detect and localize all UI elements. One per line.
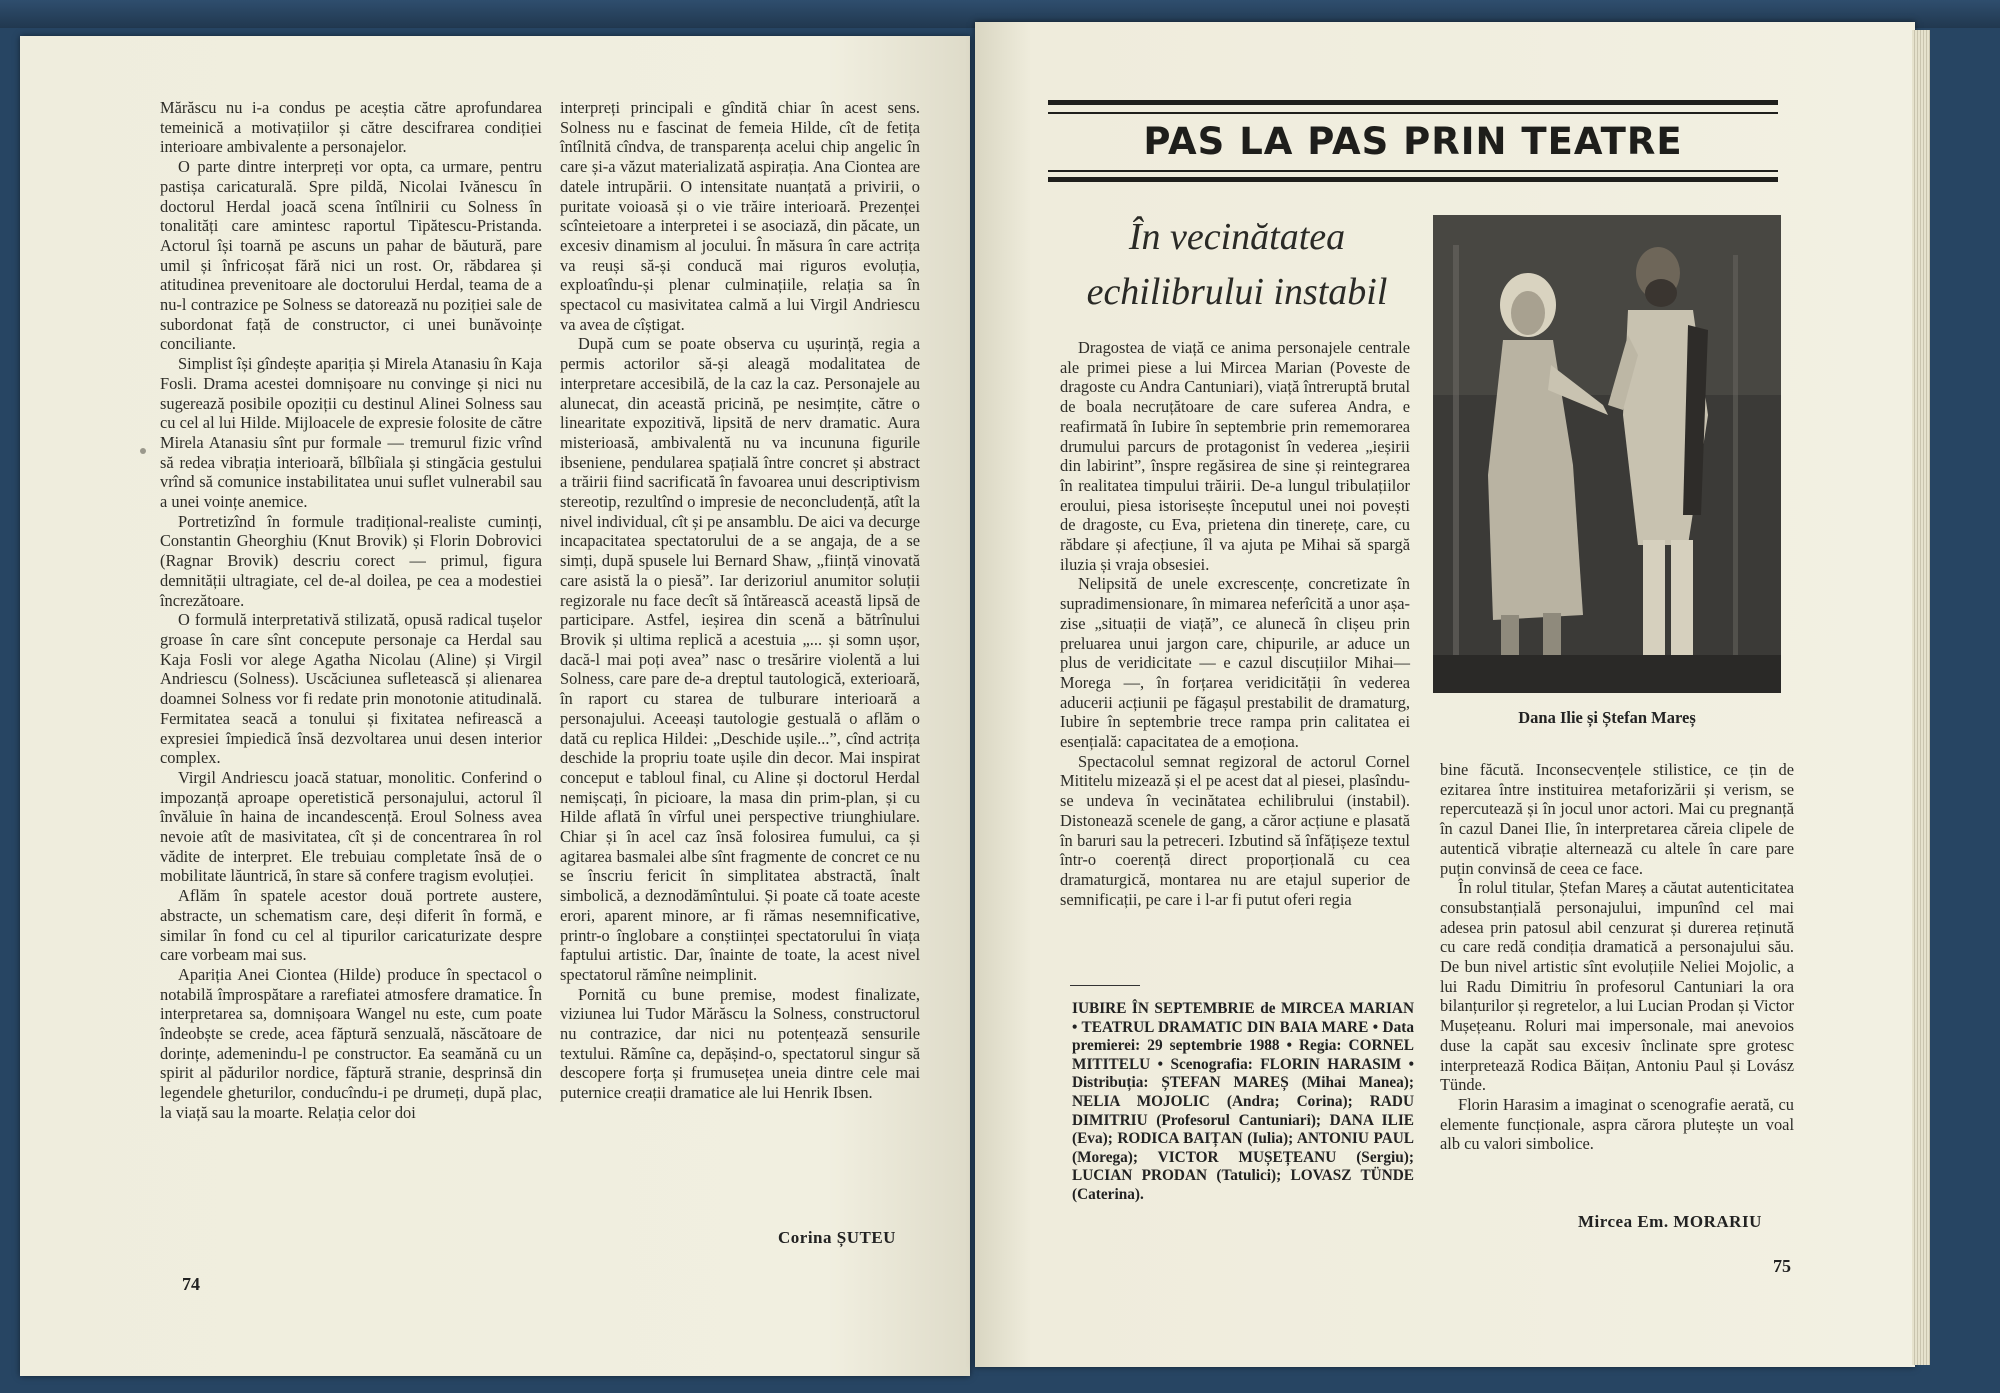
right-column-2: [1440, 760, 1794, 1154]
paragraph: Florin Harasim a imaginat o scenografie aerată, cu elemente funcționale, aspra cărora plutește un voal alb cu valori simbolice.: [1440, 1094, 1794, 1154]
section-heading: PAS LA PAS PRIN TEATRE: [1143, 120, 1683, 163]
paragraph: Portretizînd în formule tradițional-realiste cuminți, Constantin Gheorghiu (Knut Brovik) și Florin Dobrovici (Ragnar Brovik) descriu corect — primul, figura demnității ultragiate, cel de-al doilea, pe cea a modestiei încrezătoare.: [160, 511, 542, 610]
page-number: 75: [1773, 1256, 1791, 1276]
author-signature: Mircea Em. MORARIU: [1578, 1212, 1762, 1231]
paragraph: În rolul titular, Ștefan Mareș a căutat autenticitatea consubstanțială personajului, impunînd cel mai adesea prin patosul abil cenzurat și durerea reținută cu care redă condiția dramatică a personajului său. De bun nivel artistic sînt evoluțiile Neliei Mojolic, a lui Radu Dimitriu în profesorul Cantuniari la ora bilanțurilor și regretelor, a lui Lucian Prodan și Victor Mușețeanu. Roluri mai impersonale, mai anevoios duse la capăt sau excesiv înclinate spre grotesc interpretează Rodica Băițan, Antoniu Paul și Lovász Tünde.: [1440, 878, 1794, 1095]
paragraph: După cum se poate observa cu ușurință, regia a permis actorilor să-și aleagă modalitatea de interpretare accesibilă, de la caz la caz. Personajele au alunecat, din această pricină, pe nesimțite, către o linearitate expozitivă, lipsită de nerv dramatic. Aura misterioasă, ambivalentă nu va incununa figurile ibseniene, pendularea spațială între concret și abstract a trăirii fiind sacrificată în favoarea unui descriptivism stereotip, rezultînd o impresie de neconcludență, atît la nivel individual, cît și pe ansamblu. De aici va decurge incapacitatea spectatorului de a se angaja, de a se simți, după spusele lui Bernard Shaw, „ființă vinovată care asistă la o piesă”. Iar derizoriul anumitor soluții regizorale nu face decît să întărească această lipsă de participare. Astfel, ieșirea din scenă a bătrînului Brovik și ultima replică a acestuia „... și somn ușor, dacă-l mai poți avea” nasc o tresărire violentă a lui Solness, care pare de-a dreptul tautologică, exterioară, în raport cu starea de tulburare interioară a personajului. Aceeași tautologie gestuală o aflăm o dată cu replica Hildei: „Deschide ușile...”, cînd actrița deschide la propriu toate ușile din decor. Mai inspirat conceput e tabloul final, cu Aline și doctorul Herdal nemișcați, în picioare, la masa din prim-plan, și cu Hilde aflată în vîrful unei perspective triunghiulare. Chiar și în acel caz însă folosirea fumului, ca și agitarea basmalei albe sînt fragmente de concret ce nu se înscriu fericit în simplitatea abstractă, înalt simbolică, a deznodămîntului. Și poate că toate aceste erori, aparent minore, ar fi rămas nesemnificative, printr-o înglobare a conștiinței spectatorului în viața faptului artistic. Dar, înainte de toate, la acest nivel spectatorul rămîne neimplinit.: [560, 334, 920, 984]
production-credits: IUBIRE ÎN SEPTEMBRIE de MIRCEA MARIAN • TEATRUL DRAMATIC DIN BAIA MARE • Data premierei: 29 septembrie 1988 • Regia: CORNEL MITITELU • Scenografia: FLORIN HARASIM • Distribuția: ȘTEFAN MAREȘ (Mihai Manea); NELIA MOJOLIC (Andra; Corina); RADU DIMITRIU (Profesorul Cantuniari); DANA ILIE (Eva); RODICA BAIȚAN (Iulia); ANTONIU PAUL (Morega); VICTOR MUȘEȚEANU (Sergiu); LUCIAN PRODAN (Tatulici); LOVASZ TÜNDE (Caterina).: [1072, 1000, 1414, 1203]
article-title-line: echilibrului instabil: [1086, 271, 1388, 313]
separator-rule: [1070, 985, 1140, 986]
paragraph: Aflăm în spatele acestor două portrete austere, abstracte, un schematism care, deși diferit în formă, e similar în fond cu cel al tipurilor caricaturizate despre care vorbeam mai sus.: [160, 886, 542, 965]
heading-rule: [1048, 170, 1778, 172]
paragraph: Virgil Andriescu joacă statuar, monolitic. Conferind o impozanță aproape operetistică personajului, actorul îl învăluie în haina de incandescență. Eroul Solness avea nevoie atît de masivitatea, cît și de concentrarea în rol vădite de interpret. Ele trebuiau completate însă de o mobilitate lăuntrică, în stare să confere tragism evoluției.: [160, 767, 542, 886]
right-column-1: [1060, 338, 1410, 909]
author-signature: Corina ȘUTEU: [778, 1228, 896, 1247]
article-title-line: În vecinătatea: [1128, 216, 1346, 258]
stage-photo: [1433, 215, 1781, 693]
paper-mark: [140, 448, 146, 454]
photo-caption: Dana Ilie și Ștefan Mareș: [1518, 708, 1696, 727]
paragraph: Apariția Anei Ciontea (Hilde) produce în spectacol o notabilă împrospătare a rarefiatei atmosfere dramatice. În interpretarea sa, domnișoara Wangel nu este, cum poate îndeobște se crede, acea făptură senzuală, născătoare de dorințe, ademenindu-l pe constructor. Ea seamănă cu un spirit al pădurilor nordice, făptură stranie, desprinsă din legendele gheturilor, conducîndu-i pe drumeți, după plac, la viață sau la moarte. Relația celor doi: [160, 964, 542, 1122]
paragraph: O formulă interpretativă stilizată, opusă radical tușelor groase în care sînt concepute personaje ca Herdal sau Kaja Fosli vor alege Agatha Nicolau (Aline) și Virgil Andriescu (Solness). Uscăciunea sufletească și alienarea doamnei Solness vor fi redate prin monotonie atitudinală. Fermitatea seacă a tonului și fixitatea nefirească a expresiei împiedică însă dezvoltarea unui desen interior complex.: [160, 610, 542, 768]
heading-rule: [1048, 100, 1778, 105]
left-column-2: [560, 98, 920, 1103]
page-edges: [1912, 30, 1930, 1365]
paragraph: Nelipsită de unele excrescențe, concretizate în supradimensionare, în mimarea neferîcită a unor așa-zise „situații de viață”, ce alunecă în clișeu prin preluarea unui jargon care, chipurile, ar aduce un plus de veridicitate — e cazul discuțiilor Mihai—Morega —, în forțarea veridicității în vederea aducerii acțiunii pe făgașul prestabilit de dramaturg, Iubire în septembrie trece rampa prin calitatea ei esențială: capacitatea de a emoționa.: [1060, 574, 1410, 752]
paragraph: Pornită cu bune premise, modest finalizate, viziunea lui Tudor Mărăscu la Solness, constructorul nu contrazice, dar nici nu potențează sensurile textului. Rămîne ca, depășind-o, spectatorul singur să descopere forța și frumusețea uneia dintre cele mai puternice creații dramatice ale lui Henrik Ibsen.: [560, 984, 920, 1103]
left-column-1: [160, 98, 542, 1123]
page-number: 74: [182, 1274, 200, 1294]
paragraph: Mărăscu nu i-a condus pe aceștia către aprofundarea temeinică a motivațiilor și către descifrarea condiției interioare ambivalente a personajelor.: [160, 98, 542, 157]
heading-rule: [1048, 112, 1778, 114]
article-title: [1062, 210, 1412, 320]
paragraph: Spectacolul semnat regizoral de actorul Cornel Mititelu mizează și el pe acest dat al piesei, plasîndu-se undeva în vecinătatea echilibrului (instabil). Distonează scenele de gang, a căror acțiune e plasată în baruri sau la petreceri. Izbutind să înfățișeze textul într-o coerență direct proporțională cu cea dramaturgică, montarea nu are etajul superior de semnificații, pe care i l-ar fi putut oferi regia: [1060, 751, 1410, 909]
paragraph: interpreți principali e gîndită chiar în acest sens. Solness nu e fascinat de femeia Hilde, cît de fetița întîlnită cîndva, de transparența acelui chip angelic în care și-a văzut materializată aspirația. Ana Ciontea are datele intrupării. O intensitate nuanțată a privirii, o puritate voioasă și o vie trăire interioară. Prezenței scînteietoare a interpretei i se asociază, din păcate, un excesiv dinamism al jocului. În măsura în care actrița va reuși să-și conducă mai riguros evoluția, exploatîndu-și plenar culminațiile, relația sa în spectacol cu masivitatea calmă a lui Virgil Andriescu va avea de cîștigat.: [560, 98, 920, 334]
heading-rule: [1048, 177, 1778, 182]
paragraph: O parte dintre interpreți vor opta, ca urmare, pentru pastișa caricaturală. Spre pildă, Nicolai Ivănescu în doctorul Herdal joacă scena întîlnirii cu Solness în tonalități care amintesc raportul Tipătescu-Pristanda. Actorul își toarnă pe ascuns un pahar de băutură, pare umil și înfricoșat fără nici un rost. Or, răbdarea și atitudinea prevenitoare ale doctorului Herdal, teama de a nu-l contrazice pe Solness se datorează nu poziției sale de subordonat față de constructor, ci unei bunăvoințe conciliante.: [160, 157, 542, 354]
paragraph: bine făcută. Inconsecvențele stilistice, ce țin de ezitarea între instituirea metaforizării și verism, se repercutează și în jocul unor actori. Mai cu pregnanță în cazul Danei Ilie, în interpretarea căreia clipele de autentică vibrație alternează cu altele în care pare puțin convinsă de ceea ce face.: [1440, 760, 1794, 878]
stage-photo-illustration: [1433, 215, 1781, 693]
paragraph: Simplist își gîndește apariția și Mirela Atanasiu în Kaja Fosli. Drama acestei domnișoare nu convinge și nici nu sugerează posibile opoziții cu destinul Alinei Solness sau cu cel al lui Hilde. Mijloacele de expresie folosite de către Mirela Atanasiu sînt pur formale — tremurul fizic vrînd să redea vibrația interioară, bîlbîiala și stingăcia gestului vrînd să comunice instabilitatea unui suflet vulnerabil sau a unei voințe anemice.: [160, 354, 542, 512]
paragraph: Dragostea de viață ce anima personajele centrale ale primei piese a lui Mircea Marian (Poveste de dragoste cu Andra Cantuniari), viață întreruptă brutal de boala necruțătoare de care suferea Andra, e reafirmată în Iubire în septembrie prin rememorarea drumului parcurs de protagonist în vederea „ieșirii din labirint”, înspre regăsirea de sine și reintegrarea în realitatea timpului trăirii. De-a lungul tribulațiilor eroului, piesa istorisește începutul unei noi povești de dragoste, cu Eva, prietena din tinerețe, care, cu răbdare și afecțiune, îl va ajuta pe Mihai să spargă iluzia și vraja obsesiei.: [1060, 338, 1410, 574]
